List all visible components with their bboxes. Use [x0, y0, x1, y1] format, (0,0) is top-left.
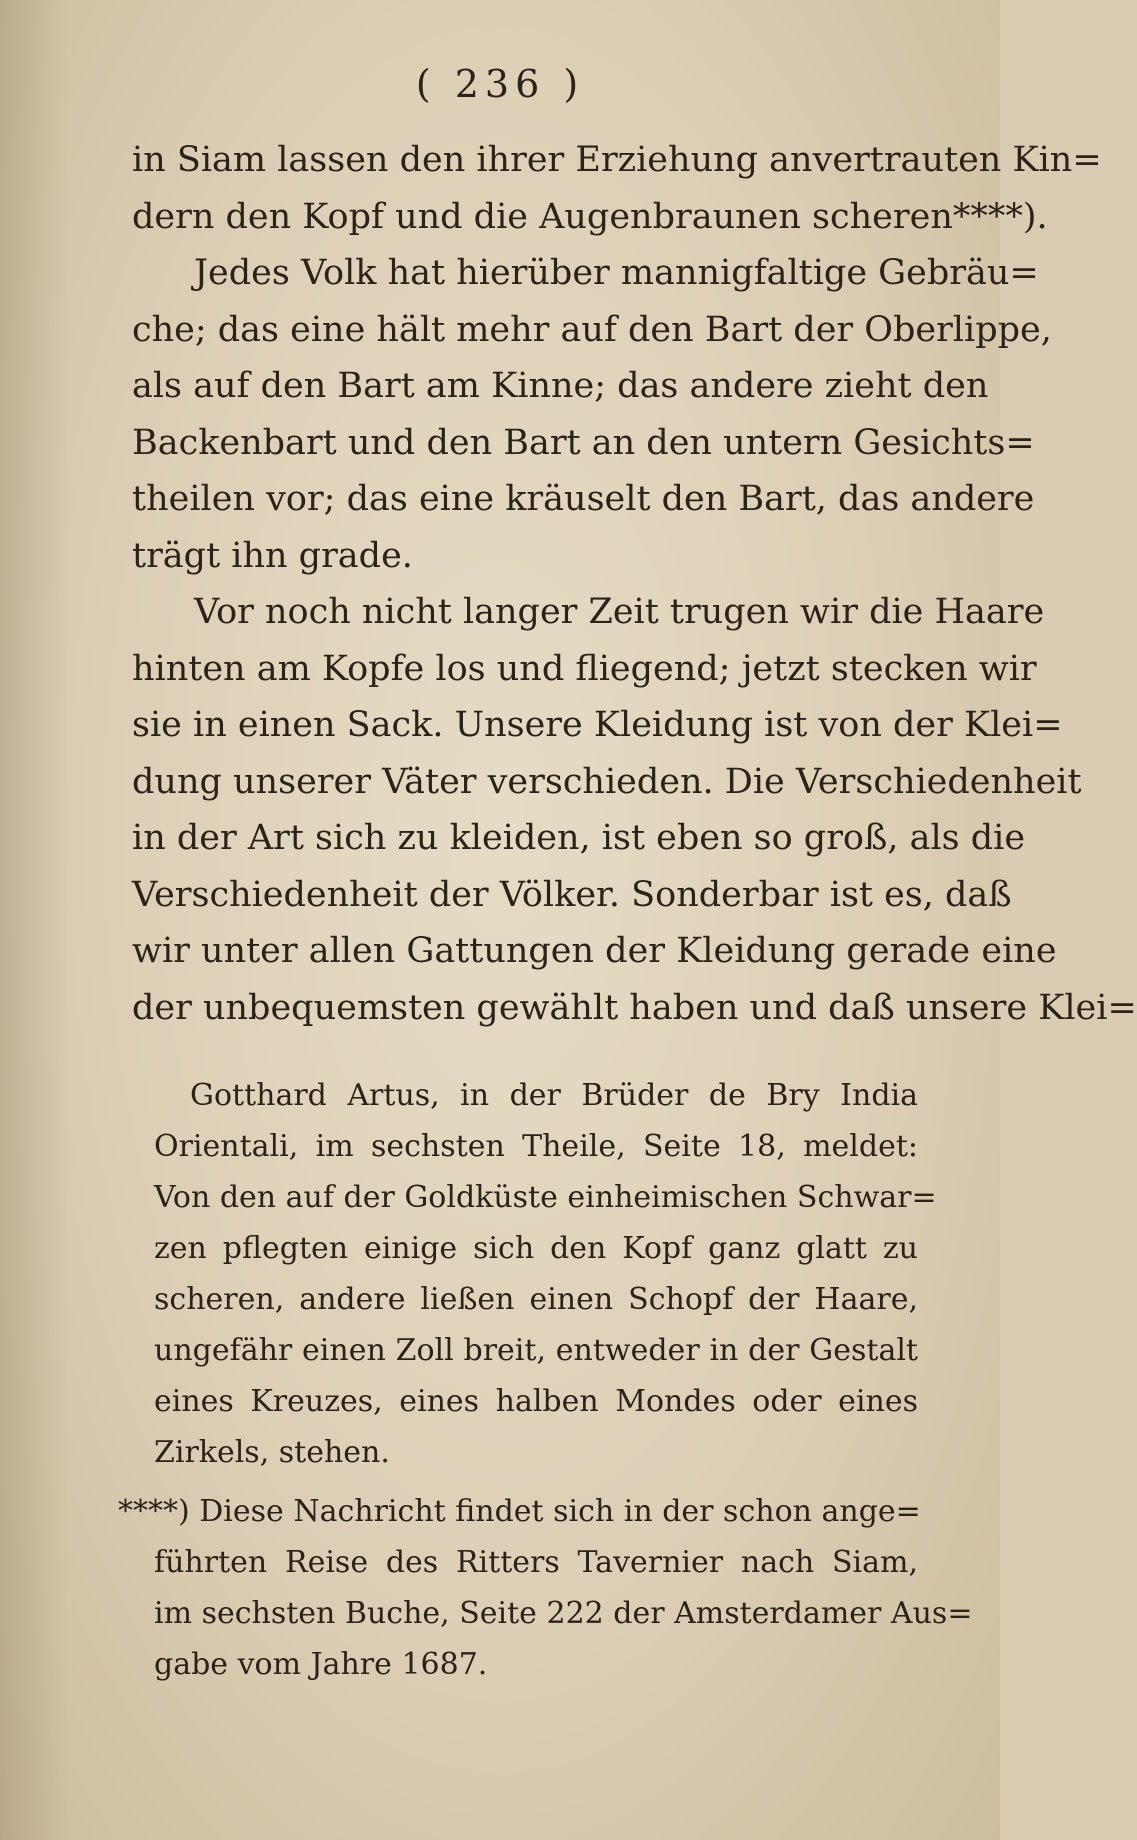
body-line: dung unserer Väter verschieden. Die Verschiedenheit	[132, 761, 1082, 802]
footnote-1-line: scheren, andere ließen einen Schopf der Haare,	[154, 1282, 918, 1317]
body-line: che; das eine hält mehr auf den Bart der Oberlippe,	[132, 309, 1052, 350]
footnote-1-line: zen pflegten einige sich den Kopf ganz glatt zu	[154, 1231, 918, 1266]
body-line: sie in einen Sack. Unsere Kleidung ist von der Klei=	[132, 705, 1063, 745]
page-number: ( 236 )	[415, 62, 585, 106]
body-line: Verschiedenheit der Völker. Sonderbar ist es, daß	[132, 874, 1012, 915]
body-line: trägt ihn grade.	[132, 535, 413, 576]
footnote-1-line: Gotthard Artus, in der Brüder de Bry India	[190, 1078, 918, 1113]
footnote-1-line: Von den auf der Goldküste einheimischen Schwar=	[154, 1180, 937, 1215]
body-line: als auf den Bart am Kinne; das andere zieht den	[132, 366, 989, 406]
spine-shadow	[0, 0, 70, 1840]
footnote-1-line: Orientali, im sechsten Theile, Seite 18, meldet:	[154, 1129, 918, 1164]
body-line: Jedes Volk hat hierüber mannigfaltige Gebräu=	[194, 253, 1039, 293]
footnote-gap	[118, 1478, 918, 1486]
body-line: wir unter allen Gattungen der Kleidung gerade eine	[132, 931, 1057, 971]
body-line: theilen vor; das eine kräuselt den Bart, das andere	[132, 479, 1035, 519]
footnote-1-line: ungefähr einen Zoll breit, entweder in der Gestalt	[154, 1333, 918, 1368]
footnote-2-line: ****) Diese Nachricht findet sich in der schon ange=	[118, 1494, 921, 1529]
body-line: in Siam lassen den ihrer Erziehung anvertrauten Kin=	[132, 140, 1102, 180]
footnote-1-line: eines Kreuzes, eines halben Mondes oder eines	[154, 1384, 918, 1419]
footnote-1-line: Zirkels, stehen.	[154, 1435, 390, 1470]
body-line: Vor noch nicht langer Zeit trugen wir die Haare	[194, 592, 1045, 632]
body-text	[132, 132, 1137, 1036]
body-line: hinten am Kopfe los und fliegend; jetzt stecken wir	[132, 648, 1037, 689]
body-line: Backenbart und den Bart an den untern Gesichts=	[132, 422, 1035, 463]
body-line: in der Art sich zu kleiden, ist eben so groß, als die	[132, 818, 1026, 858]
body-line: der unbequemsten gewählt haben und daß unsere Klei=	[132, 987, 1137, 1028]
body-line: dern den Kopf und die Augenbraunen scheren****).	[132, 196, 1048, 237]
footnotes	[118, 1070, 973, 1690]
footnote-2-line: führten Reise des Ritters Tavernier nach Siam,	[154, 1545, 918, 1580]
footnote-2-line: gabe vom Jahre 1687.	[154, 1647, 488, 1682]
footnote-2-line: im sechsten Buche, Seite 222 der Amsterdamer Aus=	[154, 1596, 973, 1631]
